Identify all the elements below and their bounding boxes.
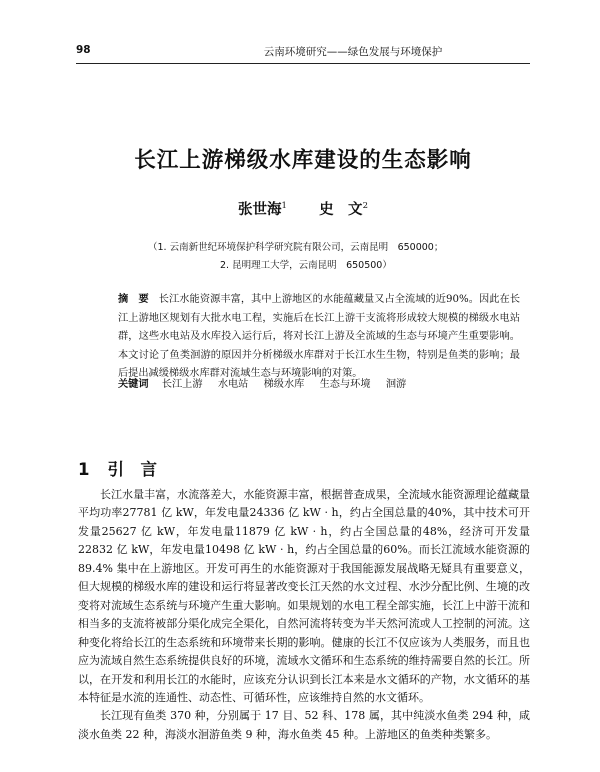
paper-title: 长江上游梯级水库建设的生态影响 bbox=[134, 148, 472, 173]
abstract-text: 长江水能资源丰富，其中上游地区的水能蕴藏量又占全流域的近90%。因此在长江上游地区规划有大批水电工程，实施后在长江上游干支流将形成较大规模的梯级水电站群，这些水电站及水库投入运行后，将对长江上游及全流域的生态与环境产生重要影响。本文讨论了鱼类洄游的原因并分析梯级水库群对于长江水生生物，特别是鱼类的影响；最后提出减缓梯级水库群对流域生态与环境影响的对策。 bbox=[118, 294, 521, 380]
keyword: 长江上游 bbox=[161, 379, 203, 390]
abstract bbox=[118, 291, 520, 384]
author-name: 史 文 bbox=[319, 201, 363, 218]
body-text bbox=[78, 486, 530, 744]
section-number: 1 bbox=[78, 460, 90, 479]
section-heading bbox=[78, 456, 157, 480]
page-number: 98 bbox=[76, 44, 91, 56]
keyword: 梯级水库 bbox=[263, 379, 305, 390]
author-affiliation-mark: 2 bbox=[362, 201, 368, 212]
keywords-label: 关键词 bbox=[118, 379, 149, 390]
paragraph: 长江现有鱼类 370 种，分别属于 17 目、52 科、178 属，其中纯淡水鱼类 294 种，咸淡水鱼类 22 种，海淡水洄游鱼类 9 种，海水鱼类 45 种。上游地区的鱼类种类繁多。 bbox=[78, 709, 530, 741]
abstract-label: 摘 要 bbox=[118, 294, 149, 305]
affiliation-line: （1. 云南新世纪环境保护科学研究院有限公司，云南昆明 650000； bbox=[148, 242, 444, 253]
author-affiliation-mark: 1 bbox=[281, 201, 287, 212]
keywords bbox=[118, 376, 520, 394]
keyword: 洄游 bbox=[385, 379, 407, 390]
author-line bbox=[76, 198, 530, 219]
paragraph: 长江水量丰富，水流落差大，水能资源丰富，根据普查成果，全流域水能资源理论蕴藏量平均功率27781 亿 kW，年发电量24336 亿 kW · h，约占全国总量的40%，其中技术可开发量25627 亿 kW，年发电量11879 亿 kW · h，约占全国总量的48%，经济可开发量22832 亿 kW，年发电量10498 亿 kW · h，约占全国总量的60%。而长江流域水能资源的 89.4% 集中在上游地区。开发可再生的水能资源对于我国能源发展战略无疑具有重要意义，但大规模的梯级水库的建设和运行将显著改变长江天然的水文过程、水沙分配比例、生境的改变将对流域生态系统与环境产生重大影响。如果规划的水电工程全部实施，长江上中游干流和相当多的支流将被部分渠化成完全渠化，自然河流将转变为半天然河流或人工控制的河流。这种变化将给长江的生态系统和环境带来长期的影响。健康的长江不仅应该为人类服务，而且也应为流域自然生态系统提供良好的环境，流域水文循环和生态系统的维持需要自然的长江。所以，在开发和利用长江的水能时，应该充分认识到长江本来是水文循环的产物，水文循环的基本特征是水流的连通性、动态性、可循环性，应该维持自然的水文循环。 bbox=[78, 488, 530, 704]
keyword: 生态与环境 bbox=[319, 379, 371, 390]
running-title: 云南环境研究——绿色发展与环境保护 bbox=[263, 46, 443, 58]
keyword: 水电站 bbox=[217, 379, 249, 390]
section-title: 引 言 bbox=[107, 460, 157, 479]
affiliation-line: 2. 昆明理工大学，云南昆明 650500） bbox=[220, 260, 392, 271]
author-name: 张世海 bbox=[238, 201, 282, 218]
header-rule bbox=[76, 63, 530, 64]
